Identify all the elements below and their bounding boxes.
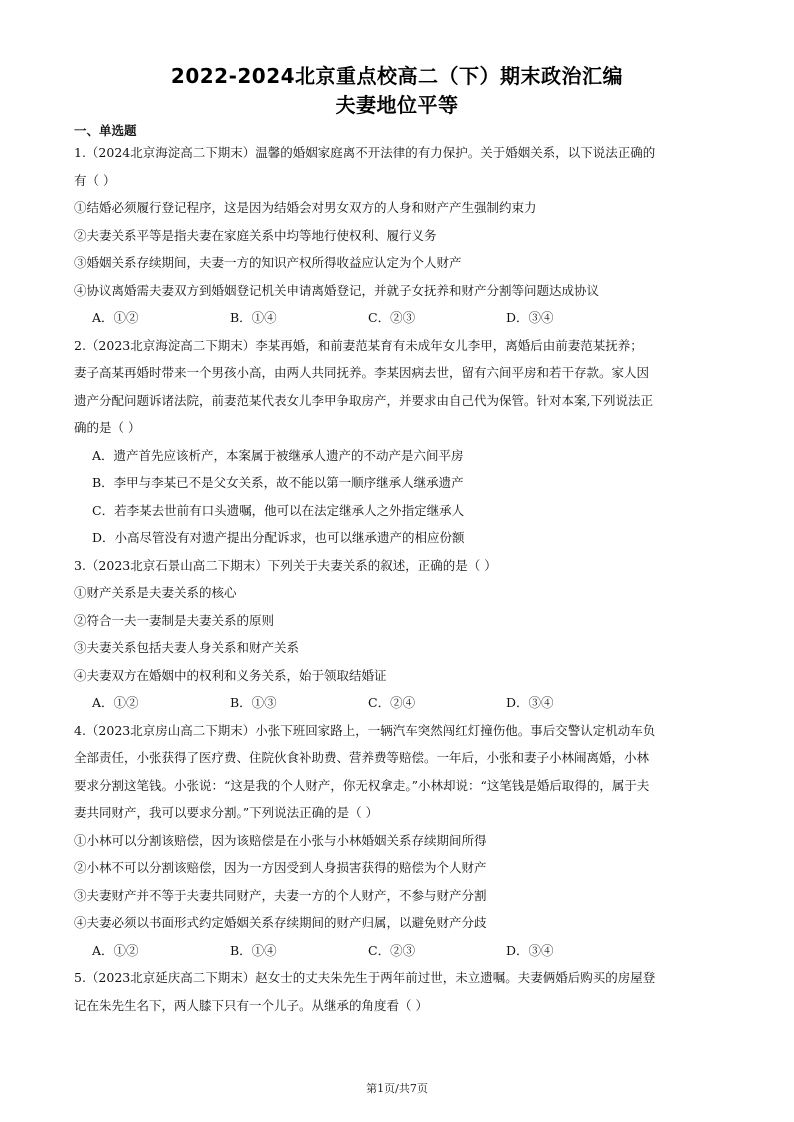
question-1-line: 有（ ） xyxy=(74,172,116,188)
document-title: 2022-2024北京重点校高二（下）期末政治汇编 xyxy=(170,64,624,88)
question-1 xyxy=(74,144,724,326)
question-4-line: 4.（2023北京房山高二下期末）小张下班回家路上，一辆汽车突然闯红灯撞伤他。事后交警认定机动车负 xyxy=(74,722,656,738)
document-subtitle: 夫妻地位平等 xyxy=(335,93,459,117)
question-2-line: 确的是（ ） xyxy=(74,420,141,435)
option-d: D．③④ xyxy=(506,310,554,325)
option-a: A．①② xyxy=(92,310,139,325)
section-heading: 一、单选题 xyxy=(74,123,137,138)
question-1-statement: ②夫妻关系平等是指夫妻在家庭关系中均等地行使权利、履行义务 xyxy=(74,227,437,243)
question-4-statement: ①小林可以分割该赔偿，因为该赔偿是在小张与小林婚姻关系存续期间所得 xyxy=(74,832,487,848)
question-1-statement: ①结婚必须履行登记程序，这是因为结婚会对男女双方的人身和财产产生强制约束力 xyxy=(74,200,537,215)
question-3-statement: ②符合一夫一妻制是夫妻关系的原则 xyxy=(74,612,275,628)
option-b: B．①③ xyxy=(230,695,277,710)
question-2-line: 妻子高某再婚时带来一个男孩小高，由两人共同抚养。李某因病去世，留有六间平房和若干存款。家人因 xyxy=(74,365,650,380)
option-a: A．遗产首先应该析产，本案属于被继承人遗产的不动产是六间平房 xyxy=(92,447,464,463)
option-a: A．①② xyxy=(92,942,139,958)
option-d: D．③④ xyxy=(506,695,554,710)
question-3-statement: ①财产关系是夫妻关系的核心 xyxy=(74,585,237,600)
option-c: C．②③ xyxy=(368,942,416,958)
question-3-statement: ③夫妻关系包括夫妻人身关系和财产关系 xyxy=(74,640,300,655)
question-3-options xyxy=(74,694,724,711)
question-3 xyxy=(74,557,724,712)
question-3-line: 3.（2023北京石景山高二下期末）下列关于夫妻关系的叙述，正确的是（ ） xyxy=(74,557,497,573)
question-4-statement: ④夫妻必须以书面形式约定婚姻关系存续期间的财产归属，以避免财产分歧 xyxy=(74,915,487,930)
question-5-line: 5.（2023北京延庆高二下期末）赵女士的丈夫朱先生于两年前过世，未立遗嘱。夫妻俩婚后购买的房屋登 xyxy=(74,970,656,985)
question-1-options xyxy=(74,309,724,326)
question-4 xyxy=(74,722,724,959)
question-5 xyxy=(74,969,724,1014)
question-3-statement: ④夫妻双方在婚姻中的权利和义务关系，始于领取结婚证 xyxy=(74,667,387,683)
option-b: B．李甲与李某已不是父女关系，故不能以第一顺序继承人继承遗产 xyxy=(92,475,464,490)
option-d: D．小高尽管没有对遗产提出分配诉求，也可以继承遗产的相应份额 xyxy=(92,530,465,545)
question-1-statement: ④协议离婚需夫妻双方到婚姻登记机关申请离婚登记，并就子女抚养和财产分割等问题达成协议 xyxy=(74,282,600,298)
question-5-line: 记在朱先生名下，两人膝下只有一个儿子。从继承的角度看（ ） xyxy=(74,997,428,1013)
question-1-statement: ③婚姻关系存续期间，夫妻一方的知识产权所得收益应认定为个人财产 xyxy=(74,255,462,270)
question-2-line: 2.（2023北京海淀高二下期末）李某再婚，和前妻范某育有未成年女儿李甲，离婚后由前妻范某抚养； xyxy=(74,337,643,353)
option-a: A．①② xyxy=(92,695,139,710)
page-number: 第1页/共7页 xyxy=(366,1082,428,1095)
option-c: C．②③ xyxy=(368,310,416,325)
option-c: C．②④ xyxy=(368,695,416,710)
question-4-statement: ③夫妻财产并不等于夫妻共同财产，夫妻一方的个人财产，不参与财产分割 xyxy=(74,887,487,903)
option-d: D．③④ xyxy=(506,942,554,958)
option-b: B．①④ xyxy=(230,942,277,958)
question-1-line: 1.（2024北京海淀高二下期末）温馨的婚姻家庭离不开法律的有力保护。关于婚姻关系，以下说法正确的 xyxy=(74,145,656,160)
question-4-options xyxy=(74,942,724,959)
document-body xyxy=(74,122,724,1024)
option-c: C．若李某去世前有口头遗嘱，他可以在法定继承人之外指定继承人 xyxy=(92,502,465,518)
question-2-line: 遗产分配问题诉诸法院，前妻范某代表女儿李甲争取房产，并要求由自己代为保管。针对本案,下列说法正 xyxy=(74,392,653,408)
question-4-line: 全部责任，小张获得了医疗费、住院伙食补助费、营养费等赔偿。一年后，小张和妻子小林闹离婚，小林 xyxy=(74,750,650,765)
question-2 xyxy=(74,337,724,547)
question-4-line: 要求分割这笔钱。小张说：“这是我的个人财产，你无权拿走。”小林却说：“这笔钱是婚后取得的，属于夫 xyxy=(74,777,650,793)
question-4-line: 妻共同财产，我可以要求分割。”下列说法正确的是（ ） xyxy=(74,805,379,820)
option-b: B．①④ xyxy=(230,310,277,325)
question-4-statement: ②小林不可以分割该赔偿，因为一方因受到人身损害获得的赔偿为个人财产 xyxy=(74,860,487,875)
